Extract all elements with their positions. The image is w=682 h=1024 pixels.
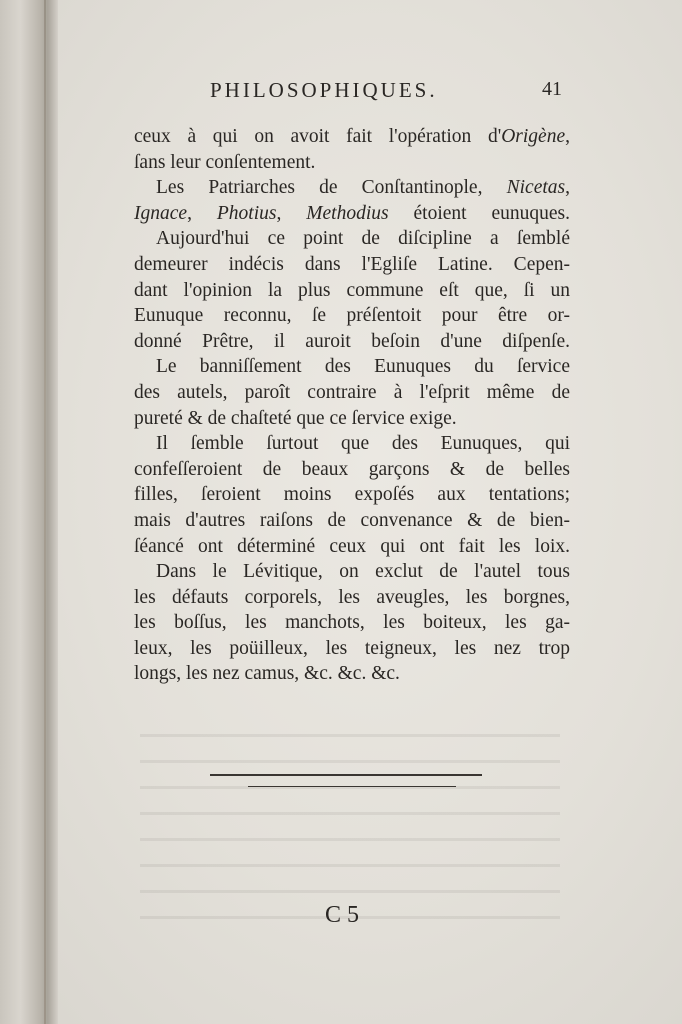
bleed-through-text — [140, 720, 560, 920]
text-line — [134, 661, 570, 687]
text-segment: Il ſemble ſurtout que des Eunuques, qui — [156, 433, 570, 455]
text-segment: donné Prêtre, il auroit beſoin d'une diſpenſe. — [134, 330, 570, 352]
text-segment: les défauts corporels, les aveugles, les borgnes, — [134, 586, 570, 608]
text-segment: Le banniſſement des Eunuques du ſervice — [156, 356, 570, 378]
text-line — [134, 226, 570, 252]
italic-name: Nicetas — [506, 177, 566, 199]
text-line — [134, 636, 570, 662]
text-line — [134, 303, 570, 329]
text-segment: demeurer indécis dans l'Egliſe Latine. Cepen- — [134, 253, 570, 275]
text-segment: Aujourd'hui ce point de diſcipline a ſemblé — [156, 228, 570, 250]
text-line — [134, 431, 570, 457]
closing-rule-top — [210, 774, 482, 776]
text-segment: , — [276, 202, 307, 224]
text-line — [134, 585, 570, 611]
text-line — [134, 150, 570, 176]
gutter-fold — [44, 0, 46, 1024]
page-number: 41 — [542, 78, 562, 100]
text-segment: , — [565, 126, 570, 147]
text-segment: mais d'autres raiſons de convenance & de bien- — [134, 509, 570, 531]
text-line — [134, 201, 570, 227]
text-segment: confeſſeroient de beaux garçons & de belles — [134, 458, 570, 480]
text-line — [134, 124, 570, 150]
text-line — [134, 252, 570, 278]
text-line — [134, 534, 570, 560]
text-segment: leux, les poüilleux, les teigneux, les nez trop — [134, 637, 570, 659]
text-segment: dant l'opinion la plus commune eſt que, ſi un — [134, 279, 570, 301]
text-segment: ſans leur conſentement. — [134, 151, 316, 173]
text-segment: ceux à qui on avoit fait l'opération d' — [134, 126, 502, 147]
signature-mark: C 5 — [325, 902, 360, 928]
text-line — [134, 482, 570, 508]
running-header — [210, 78, 570, 108]
text-segment: , — [187, 202, 217, 224]
text-line — [134, 406, 570, 432]
italic-name: Origène — [501, 126, 566, 147]
text-line — [134, 457, 570, 483]
text-line — [134, 354, 570, 380]
book-gutter — [0, 0, 58, 1024]
text-segment: Eunuque reconnu, ſe préſentoit pour être or- — [134, 305, 570, 327]
text-segment: Les Patriarches de Conſtantinople, — [156, 177, 507, 199]
text-line — [134, 508, 570, 534]
closing-rule-bottom — [248, 786, 456, 787]
text-segment: longs, les nez camus, &c. &c. &c. — [134, 663, 400, 685]
text-segment: pureté & de chaſteté que ce ſervice exige. — [134, 407, 457, 429]
italic-name: Photius — [216, 202, 277, 224]
text-segment: les boſſus, les manchots, les boiteux, les ga- — [134, 612, 570, 634]
italic-name: Methodius — [306, 202, 389, 224]
text-line — [134, 610, 570, 636]
text-line — [134, 380, 570, 406]
text-segment: des autels, paroît contraire à l'eſprit même de — [134, 381, 570, 403]
text-line — [134, 329, 570, 355]
body-text — [134, 124, 570, 687]
text-segment: filles, ſeroient moins expoſés aux tentations; — [134, 484, 570, 506]
text-line — [134, 278, 570, 304]
running-title: PHILOSOPHIQUES. — [210, 78, 438, 102]
text-line — [134, 175, 570, 201]
text-segment: , — [565, 177, 570, 199]
text-segment: ſéancé ont déterminé ceux qui ont fait les loix. — [134, 535, 570, 557]
italic-name: Ignace — [134, 202, 188, 224]
text-segment: Dans le Lévitique, on exclut de l'autel tous — [156, 561, 570, 583]
text-segment: étoient eunuques. — [388, 202, 571, 224]
text-line — [134, 559, 570, 585]
